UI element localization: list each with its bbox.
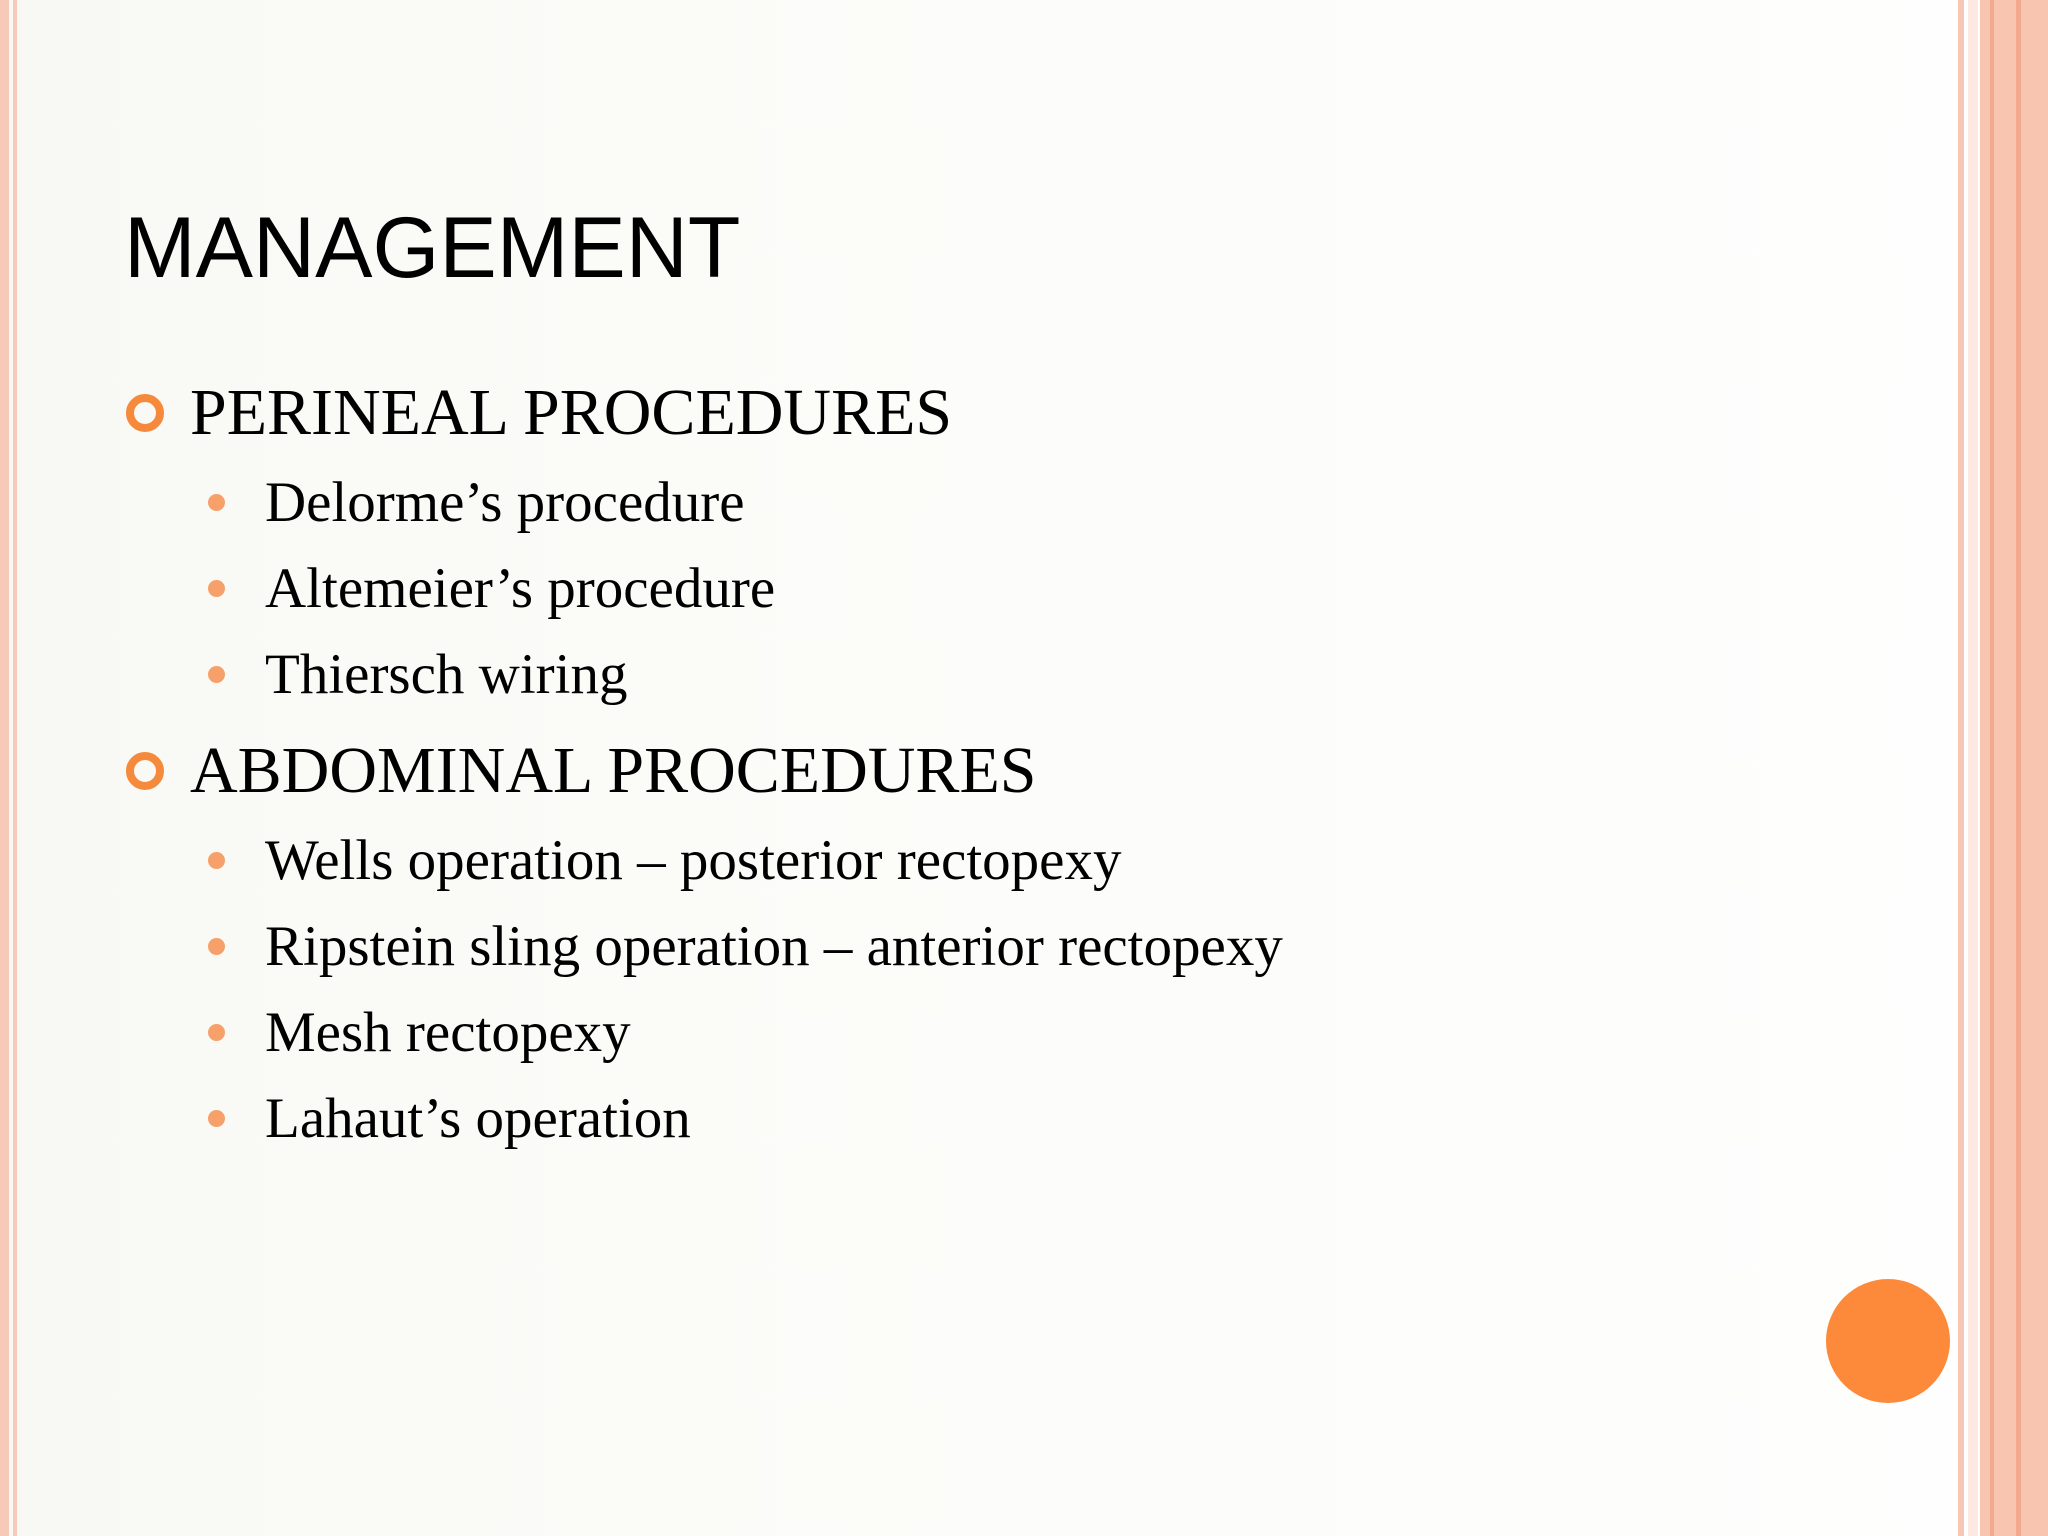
left-border-line-inner — [13, 0, 17, 1536]
list-item-label: Thiersch wiring — [265, 643, 628, 706]
right-stripe-line — [2016, 0, 2021, 1536]
slide-title: MANAGEMENT — [124, 200, 741, 296]
dot-bullet-icon — [208, 666, 225, 683]
dot-bullet-icon — [208, 1024, 225, 1041]
list-item-label: Lahaut’s operation — [265, 1087, 691, 1150]
dot-bullet-icon — [208, 938, 225, 955]
section-perineal — [126, 376, 953, 449]
list-item-label: Mesh rectopexy — [265, 1001, 631, 1064]
list-item-label: Altemeier’s procedure — [265, 557, 776, 620]
list-item-label: Delorme’s procedure — [265, 471, 745, 534]
list-item — [208, 1001, 631, 1064]
ring-bullet-icon — [126, 752, 164, 790]
dot-bullet-icon — [208, 1110, 225, 1127]
section-label: ABDOMINAL PROCEDURES — [190, 734, 1037, 807]
dot-bullet-icon — [208, 852, 225, 869]
right-stripe-line — [1990, 0, 1994, 1536]
list-item — [208, 915, 1283, 978]
right-stripe — [1968, 0, 1978, 1536]
right-stripe — [1958, 0, 1964, 1536]
list-item — [208, 557, 776, 620]
list-item — [208, 643, 628, 706]
list-item-label: Ripstein sling operation – anterior rectopexy — [265, 915, 1283, 978]
orange-circle-decoration — [1826, 1279, 1950, 1403]
ring-bullet-icon — [126, 394, 164, 432]
list-item — [208, 829, 1122, 892]
list-item — [208, 1087, 691, 1150]
section-abdominal — [126, 734, 1037, 807]
left-border-line — [0, 0, 9, 1536]
section-label: PERINEAL PROCEDURES — [190, 376, 953, 449]
list-item — [208, 471, 745, 534]
dot-bullet-icon — [208, 580, 225, 597]
list-item-label: Wells operation – posterior rectopexy — [265, 829, 1122, 892]
dot-bullet-icon — [208, 494, 225, 511]
